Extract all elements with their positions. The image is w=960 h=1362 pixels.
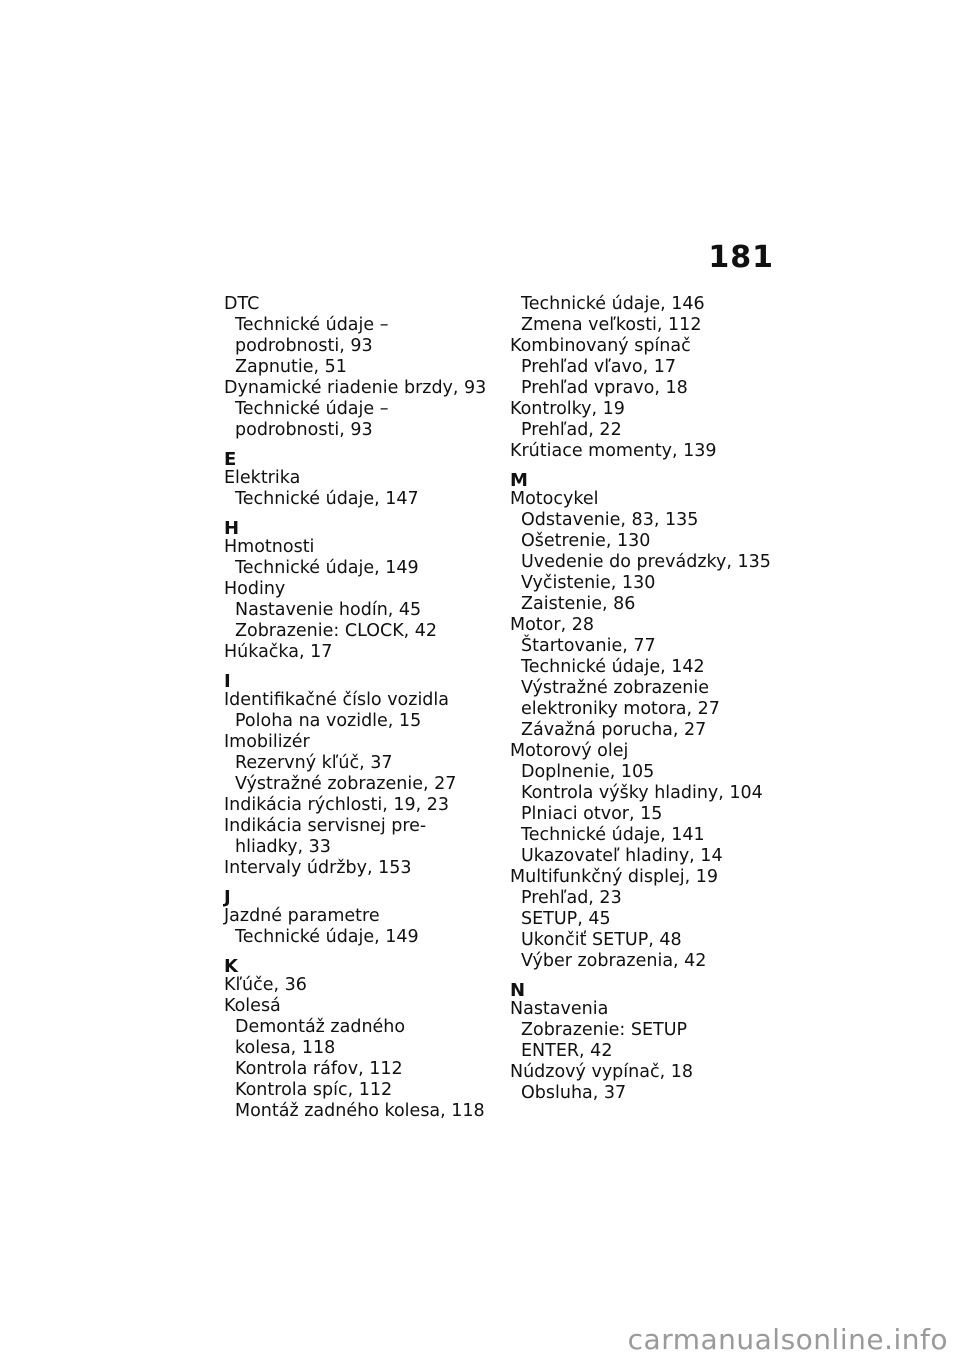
index-column-left: [224, 294, 494, 1122]
index-entry: Motorový olej: [510, 741, 629, 761]
index-subentry: elektroniky motora, 27: [521, 699, 720, 719]
index-subentry: Technické údaje, 149: [235, 927, 419, 947]
index-subentry: Zobrazenie: CLOCK, 42: [235, 621, 438, 641]
index-entry: Krútiace momenty, 139: [510, 441, 717, 461]
index-subentry: Uvedenie do prevádzky, 135: [521, 552, 771, 572]
index-subentry: Kontrola výšky hladiny, 104: [521, 783, 763, 803]
index-entry: Identifikačné číslo vozidla: [224, 690, 450, 710]
index-subentry: Ošetrenie, 130: [521, 531, 651, 551]
index-section-letter: K: [224, 956, 238, 977]
index-subentry: Výstražné zobrazenie: [521, 678, 709, 698]
page-number: 181: [708, 240, 774, 275]
index-subentry: Technické údaje –: [235, 315, 389, 335]
index-subentry: Prehľad vľavo, 17: [521, 357, 676, 377]
index-section-letter: M: [510, 470, 528, 491]
index-subentry: podrobnosti, 93: [235, 336, 373, 356]
index-subentry: Prehľad, 22: [521, 420, 622, 440]
index-subentry: Technické údaje, 149: [235, 558, 419, 578]
index-entry: Indikácia rýchlosti, 19, 23: [224, 795, 450, 815]
index-subentry: Demontáž zadného: [235, 1017, 406, 1037]
index-subentry: SETUP, 45: [521, 909, 611, 929]
index-subentry: Obsluha, 37: [521, 1083, 627, 1103]
index-subentry: Ukazovateľ hladiny, 14: [521, 846, 723, 866]
index-subentry: Výber zobrazenia, 42: [521, 951, 707, 971]
index-entry: Imobilizér: [224, 732, 310, 752]
index-subentry: Technické údaje –: [235, 399, 389, 419]
index-section-letter: I: [224, 671, 231, 692]
index-subentry: Zmena veľkosti, 112: [521, 315, 702, 335]
index-subentry: Kontrola spíc, 112: [235, 1080, 393, 1100]
index-entry: Motocykel: [510, 489, 599, 509]
index-subentry: podrobnosti, 93: [235, 420, 373, 440]
index-entry: Hmotnosti: [224, 537, 315, 557]
index-subentry: Kontrola ráfov, 112: [235, 1059, 403, 1079]
index-subentry: Zobrazenie: SETUP: [521, 1020, 688, 1040]
index-subentry: Prehľad vpravo, 18: [521, 378, 688, 398]
index-section-letter: N: [510, 980, 526, 1001]
index-entry: Indikácia servisnej pre-: [224, 816, 427, 836]
index-entry: Jazdné parametre: [224, 906, 380, 926]
index-entry: Intervaly údržby, 153: [224, 858, 412, 878]
index-subentry: Technické údaje, 141: [521, 825, 705, 845]
index-entry: Multifunkčný displej, 19: [510, 867, 718, 887]
index-entry: Kolesá: [224, 996, 281, 1016]
index-subentry: Štartovanie, 77: [521, 636, 656, 656]
index-entry: Hodiny: [224, 579, 286, 599]
index-section-letter: E: [224, 449, 237, 470]
index-subentry: Technické údaje, 146: [521, 294, 705, 314]
index-subentry: Rezervný kľúč, 37: [235, 753, 393, 773]
index-subentry: Výstražné zobrazenie, 27: [235, 774, 457, 794]
index-subentry: Plniaci otvor, 15: [521, 804, 663, 824]
index-subentry: kolesa, 118: [235, 1038, 336, 1058]
index-entry: DTC: [224, 294, 260, 314]
index-subentry: Technické údaje, 142: [521, 657, 705, 677]
index-subentry: ENTER, 42: [521, 1041, 613, 1061]
index-subentry: Doplnenie, 105: [521, 762, 655, 782]
index-entry: Kombinovaný spínač: [510, 336, 691, 356]
index-subentry: Zaistenie, 86: [521, 594, 636, 614]
index-subentry: Ukončiť SETUP, 48: [521, 930, 682, 950]
index-subentry: Nastavenie hodín, 45: [235, 600, 422, 620]
index-subentry: Závažná porucha, 27: [521, 720, 707, 740]
index-subentry: Montáž zadného kolesa, 118: [235, 1101, 485, 1121]
index-subentry: Vyčistenie, 130: [521, 573, 656, 593]
index-subentry: Odstavenie, 83, 135: [521, 510, 699, 530]
index-entry: Motor, 28: [510, 615, 594, 635]
index-entry: Nastavenia: [510, 999, 609, 1019]
index-entry: Núdzový vypínač, 18: [510, 1062, 693, 1082]
index-subentry: Technické údaje, 147: [235, 489, 419, 509]
index-subentry: Poloha na vozidle, 15: [235, 711, 422, 731]
index-subentry: hliadky, 33: [235, 837, 331, 857]
index-entry: Kontrolky, 19: [510, 399, 625, 419]
index-entry: Húkačka, 17: [224, 642, 333, 662]
watermark: carmanualsonline.info: [627, 1323, 948, 1356]
index-subentry: Prehľad, 23: [521, 888, 622, 908]
index-column-right: [510, 294, 780, 1104]
index-subentry: Zapnutie, 51: [235, 357, 347, 377]
index-entry: Kľúče, 36: [224, 975, 307, 995]
index-section-letter: H: [224, 518, 240, 539]
index-entry: Elektrika: [224, 468, 301, 488]
index-entry: Dynamické riadenie brzdy, 93: [224, 378, 487, 398]
index-section-letter: J: [224, 887, 231, 908]
